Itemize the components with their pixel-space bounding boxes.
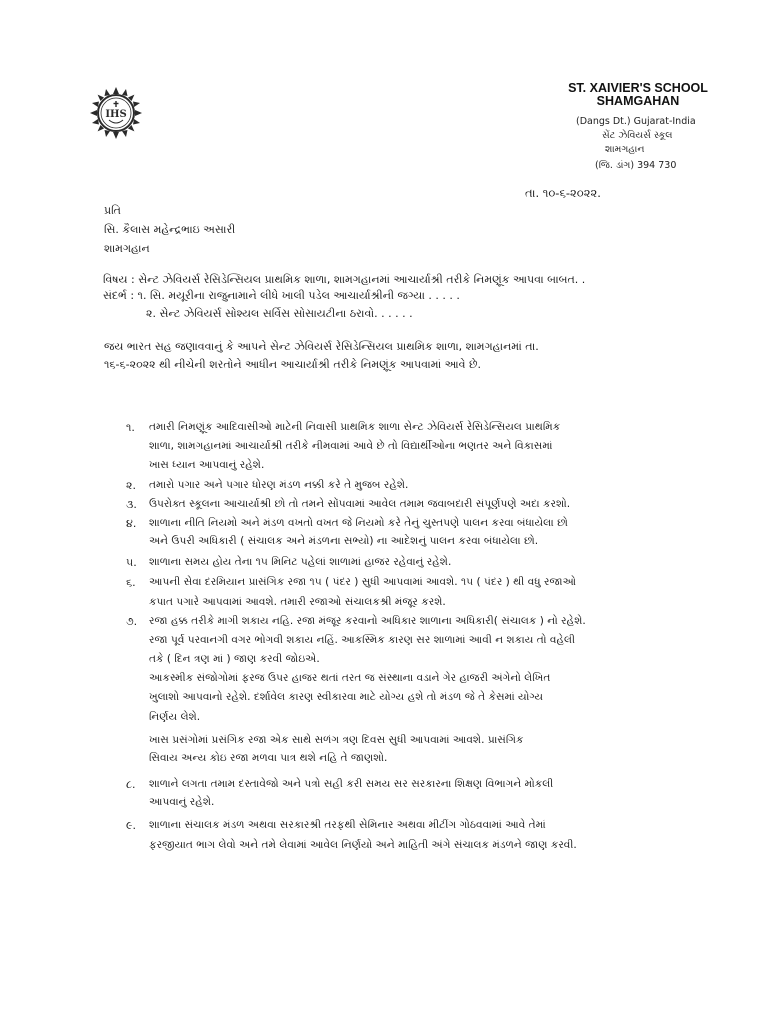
condition-number: ૬.: [126, 576, 136, 589]
condition-text-line: શાળાના નીતિ નિયમો અને મંડળ વખતો વખત જે નિયમો કરે તેનું ચુસ્તપણે પાલન કરવા બંધાયેલા છો: [149, 517, 568, 529]
condition-text-line: શાળાના સમય હોય તેના ૧૫ મિનિટ પહેલાં શાળામાં હાજર રહેવાનું રહેશે.: [149, 556, 452, 568]
recipient-label: પ્રતિ: [104, 204, 121, 217]
condition-text-line: ખાસ ધ્યાન આપવાનું રહેશે.: [149, 459, 265, 471]
condition-text-line: તકે ( દિન ત્રણ માં ) જાણ કરવી જોઇએ.: [149, 653, 320, 665]
address-line: શામગહાન: [605, 144, 645, 155]
condition-text-line: ખુલાશો આપવાનો રહેશે. દર્શાવેલ કારણ સ્વીકારવા માટે યોગ્ય હશે તો મંડળ જે તે કેસમાં યોગ્ય: [149, 691, 544, 703]
seal-monogram: IHS: [105, 109, 127, 120]
recipient-name: સિ. કૈલાસ મહેન્દ્રભાઇ અસારી: [104, 223, 236, 236]
condition-text-line: રજા હક્ક તરીકે માગી શકાય નહિ. રજા મંજૂર કરવાનો અધિકાર શાળાના અધિકારી( સંચાલક ) નો રહેશે.: [149, 615, 586, 627]
condition-text-line: શાળા, શામગહાનમાં આચાર્યાશ્રી તરીકે નીમવામાં આવે છે તો વિદ્યાર્થીઓના ભણતર અને વિકાસમાં: [149, 440, 553, 452]
condition-number: ૧.: [126, 421, 135, 434]
condition-text-line: સિવાય અન્ય કોઇ રજા મળવા પાત્ર થશે નહિ તે જાણશો.: [149, 752, 388, 764]
condition-text-line: તમારો પગાર અને પગાર ધોરણ મંડળ નક્કી કરે તે મુજબ રહેશે.: [149, 479, 409, 491]
school-name-line1: ST. XAIVIER'S SCHOOL: [568, 81, 708, 95]
address-line: (Dangs Dt.) Gujarat-India: [576, 116, 696, 127]
condition-number: ૩.: [126, 498, 137, 511]
condition-text-line: શાળાના સંચાલક મંડળ અથવા સરકારશ્રી તરફથી સેમિનાર અથવા મીટીંગ ગોઠવવામાં આવે તેમાં: [149, 819, 546, 831]
condition-text-line: કપાત પગારે આપવામાં આવશે. તમારી રજાઓ સંચાલકશ્રી મંજૂર કરશે.: [149, 596, 446, 608]
condition-text-line: આપની સેવા દરમિયાન પ્રાસંગિક રજા ૧૫ ( પંદર ) સુધી આપવામાં આવશે. ૧૫ ( પંદર ) થી વધુ રજાઓ: [149, 576, 577, 588]
condition-text-line: અને ઉપરી અધિકારી ( સંચાલક અને મંડળના સભ્યો) ના આદેશનું પાલન કરવા બંધાયેલા છો.: [149, 535, 539, 547]
condition-text-line: તમારી નિમણૂંક આદિવાસીઓ માટેની નિવાસી પ્રાથમિક શાળા સેન્ટ ઝેવિયર્સ રેસિડેન્સિયલ પ્રાથમિક: [149, 421, 561, 433]
condition-text-line: શાળાને લગતા તમામ દસ્તાવેજો અને પત્રો સહી કરી સમય સર સરકારના શિક્ષણ વિભાગને મોકલી: [149, 778, 554, 790]
school-seal-logo-icon: [89, 86, 143, 140]
condition-number: ૪.: [126, 517, 137, 530]
condition-number: ૫.: [126, 556, 137, 569]
condition-text-line: આપવાનું રહેશે.: [149, 796, 215, 808]
condition-text-line: રજા પૂર્વ પરવાનગી વગર ભોગવી શકાય નહિં. આકસ્મિક કારણ સર શાળામાં આવી ન શકાય તો વહેલી: [149, 634, 576, 646]
intro-paragraph-line: ૧૬-૬-૨૦૨૨ થી નીચેની શરતોને આધીન આચાર્યાશ્રી તરીકે નિમણૂંક આપવામાં આવે છે.: [104, 358, 481, 371]
address-line: સેંટ ઝેવિયર્સ સ્કૂલ: [602, 130, 673, 141]
condition-text-line: ફરજીયાત ભાગ લેવો અને તમે લેવામાં આવેલ નિર્ણયો અને માહિતી અંગે સંચાલક મંડળને જાણ કરવી.: [149, 839, 577, 851]
condition-text-line: ઉપરોક્ત સ્કૂલના આચાર્યાશ્રી છો તો તમને સોંપવામાં આવેલ તમામ જવાબદારી સંપૂર્ણપણે અદા કરશો.: [149, 498, 571, 510]
condition-number: ૨.: [126, 479, 136, 492]
reference-line: સંદર્ભ : ૧. સિ. મયૂરીના રાજુનામાને લીધે ખાલી પડેલ આચાર્યાશ્રીની જગ્યા . . . . .: [103, 289, 460, 302]
condition-number: ૮.: [126, 778, 136, 791]
address-line: (જિ. ડાંગ) 394 730: [595, 160, 677, 171]
recipient-place: શામગહાન: [104, 242, 150, 255]
school-name-line2: SHAMGAHAN: [596, 94, 680, 108]
letter-date: તા. ૧૦-૬-૨૦૨૨.: [525, 186, 601, 200]
condition-number: ૭.: [126, 615, 138, 628]
condition-text-line: આકસ્મીક સંજોગોમાં ફરજ ઉપર હાજર થતાં તરત જ સંસ્થાના વડાને ગેર હાજરી અંગેનો લેખિત: [149, 672, 551, 684]
condition-text-line: નિર્ણય લેશે.: [149, 711, 201, 723]
reference-line: ૨. સેન્ટ ઝેવિયર્સ સોશ્યલ સર્વિસ સોસાયટીના ઠરાવો. . . . . .: [146, 307, 413, 320]
condition-number: ૯.: [126, 819, 137, 832]
intro-paragraph-line: જય ભારત સહ જણાવવાનું કે આપને સેન્ટ ઝેવિયર્સ રેસિડેન્સિયલ પ્રાથમિક શાળા, શામગહાનમાં તા.: [104, 340, 539, 353]
subject-line: વિષય : સેન્ટ ઝેવિયર્સ રેસિડેન્સિયલ પ્રાથમિક શાળા, શામગહાનમાં આચાર્યાશ્રી તરીકે નિમણૂંક આપવા બાબત. .: [103, 273, 586, 286]
condition-text-line: ખાસ પ્રસંગોમાં પ્રસંગિક રજા એક સાથે સળંગ ત્રણ દિવસ સુધી આપવામાં આવશે. પ્રાસંગિક: [149, 734, 524, 746]
